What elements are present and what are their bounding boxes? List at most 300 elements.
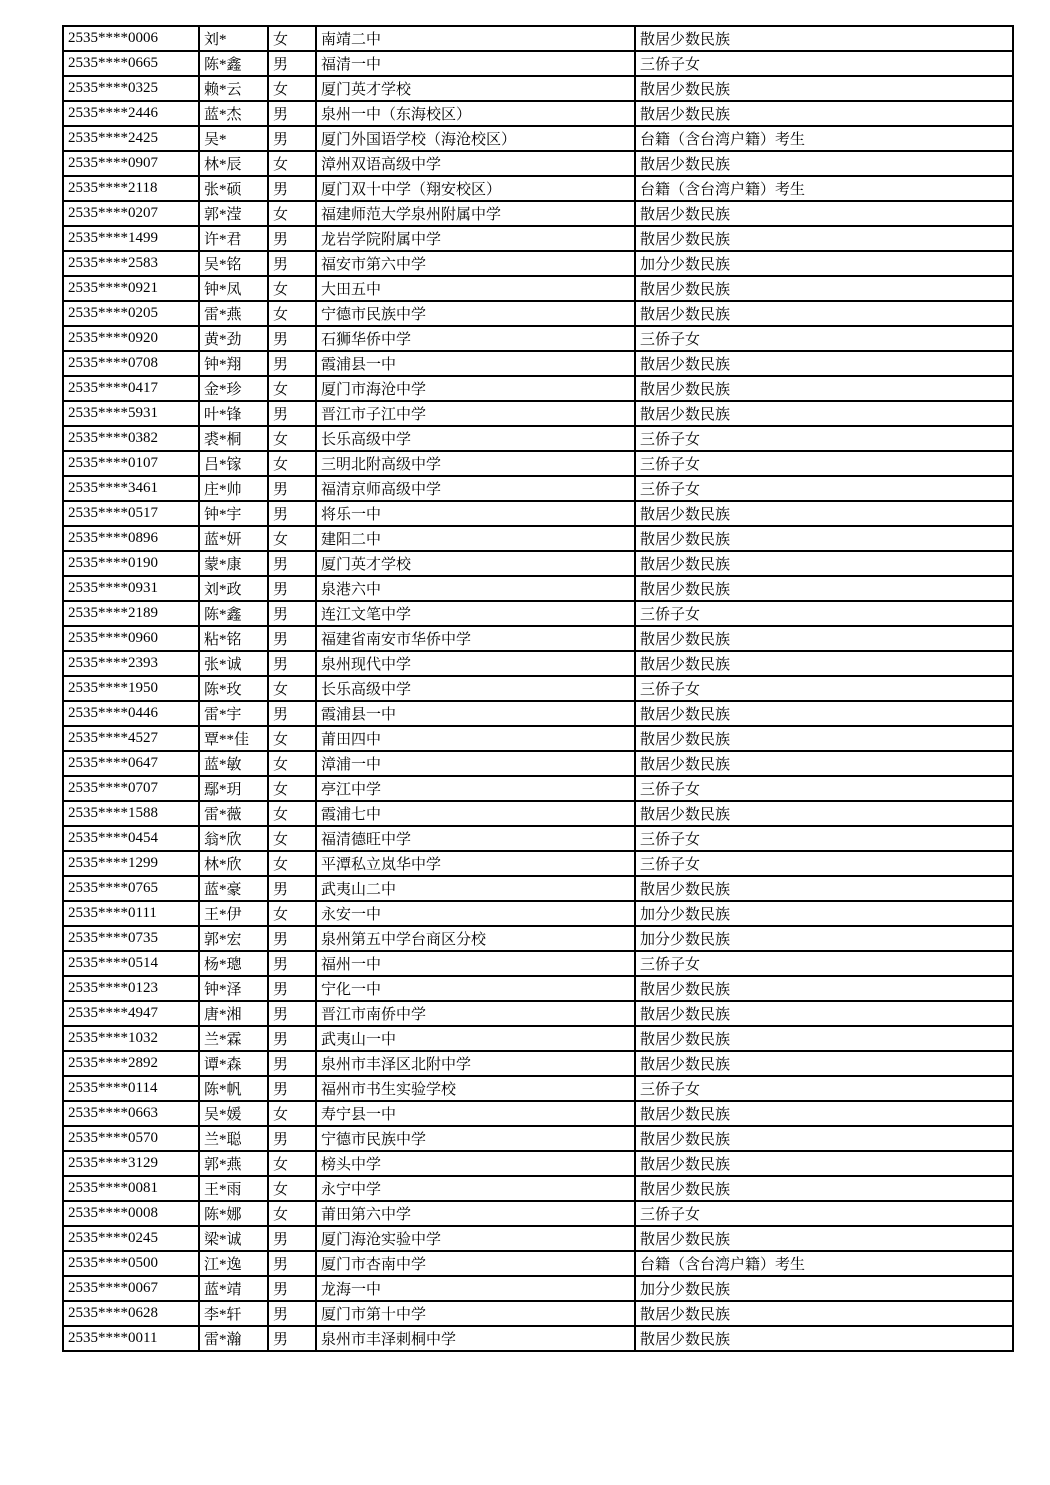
candidate-name-cell: 庄*帅 [199,476,268,501]
gender-cell: 男 [268,126,316,151]
category-cell: 加分少数民族 [635,901,1013,926]
gender-cell: 男 [268,1076,316,1101]
table-row [63,776,1013,801]
candidate-id-cell: 2535****4527 [63,726,199,751]
table-row [63,51,1013,76]
category-cell: 散居少数民族 [635,1101,1013,1126]
school-cell: 福清一中 [316,51,635,76]
category-cell: 散居少数民族 [635,701,1013,726]
category-cell: 散居少数民族 [635,1026,1013,1051]
candidate-id-cell: 2535****0446 [63,701,199,726]
candidate-name-cell: 杨*璁 [199,951,268,976]
candidate-name-cell: 吴*铭 [199,251,268,276]
category-cell: 散居少数民族 [635,501,1013,526]
candidate-name-cell: 赖*云 [199,76,268,101]
school-cell: 泉州一中（东海校区） [316,101,635,126]
candidate-id-cell: 2535****0735 [63,926,199,951]
gender-cell: 男 [268,476,316,501]
school-cell: 泉州市丰泽刺桐中学 [316,1326,635,1351]
candidate-name-cell: 黄*劲 [199,326,268,351]
school-cell: 福州一中 [316,951,635,976]
candidate-id-cell: 2535****0647 [63,751,199,776]
gender-cell: 女 [268,851,316,876]
candidate-id-cell: 2535****0707 [63,776,199,801]
category-cell: 散居少数民族 [635,376,1013,401]
table-row [63,951,1013,976]
candidate-id-cell: 2535****0207 [63,201,199,226]
candidate-name-cell: 粘*铭 [199,626,268,651]
candidate-name-cell: 雷*燕 [199,301,268,326]
table-row [63,226,1013,251]
category-cell: 散居少数民族 [635,201,1013,226]
school-cell: 福建省南安市华侨中学 [316,626,635,651]
candidate-name-cell: 兰*聪 [199,1126,268,1151]
school-cell: 南靖二中 [316,26,635,51]
school-cell: 泉州第五中学台商区分校 [316,926,635,951]
candidate-name-cell: 金*珍 [199,376,268,401]
candidate-id-cell: 2535****0514 [63,951,199,976]
gender-cell: 男 [268,501,316,526]
candidate-id-cell: 2535****0960 [63,626,199,651]
table-row [63,801,1013,826]
category-cell: 散居少数民族 [635,876,1013,901]
gender-cell: 女 [268,76,316,101]
candidate-name-cell: 钟*翔 [199,351,268,376]
candidate-name-cell: 裘*桐 [199,426,268,451]
candidate-name-cell: 陈*鑫 [199,51,268,76]
candidate-id-cell: 2535****0245 [63,1226,199,1251]
gender-cell: 男 [268,601,316,626]
candidate-name-cell: 王*雨 [199,1176,268,1201]
candidate-name-cell: 蓝*靖 [199,1276,268,1301]
table-row [63,601,1013,626]
candidate-name-cell: 陈*鑫 [199,601,268,626]
candidate-name-cell: 雷*瀚 [199,1326,268,1351]
candidate-id-cell: 2535****4947 [63,1001,199,1026]
category-cell: 散居少数民族 [635,751,1013,776]
candidate-name-cell: 吴* [199,126,268,151]
school-cell: 莆田四中 [316,726,635,751]
gender-cell: 男 [268,926,316,951]
category-cell: 台籍（含台湾户籍）考生 [635,1251,1013,1276]
candidate-name-cell: 钟*宇 [199,501,268,526]
gender-cell: 男 [268,351,316,376]
category-cell: 三侨子女 [635,326,1013,351]
gender-cell: 男 [268,1051,316,1076]
table-row [63,751,1013,776]
candidate-name-cell: 钟*泽 [199,976,268,1001]
table-row [63,926,1013,951]
candidate-id-cell: 2535****2583 [63,251,199,276]
category-cell: 散居少数民族 [635,976,1013,1001]
school-cell: 莆田第六中学 [316,1201,635,1226]
candidate-id-cell: 2535****0008 [63,1201,199,1226]
category-cell: 三侨子女 [635,476,1013,501]
school-cell: 厦门海沧实验中学 [316,1226,635,1251]
candidate-name-cell: 陈*帆 [199,1076,268,1101]
table-row [63,851,1013,876]
candidate-name-cell: 郭*燕 [199,1151,268,1176]
gender-cell: 男 [268,226,316,251]
gender-cell: 男 [268,876,316,901]
candidate-name-cell: 张*硕 [199,176,268,201]
gender-cell: 男 [268,1226,316,1251]
candidate-name-cell: 蒙*康 [199,551,268,576]
gender-cell: 女 [268,1151,316,1176]
candidate-name-cell: 刘*政 [199,576,268,601]
candidate-id-cell: 2535****0081 [63,1176,199,1201]
candidate-id-cell: 2535****0111 [63,901,199,926]
candidate-name-cell: 雷*薇 [199,801,268,826]
gender-cell: 男 [268,576,316,601]
school-cell: 永宁中学 [316,1176,635,1201]
school-cell: 泉港六中 [316,576,635,601]
candidate-name-cell: 叶*锋 [199,401,268,426]
school-cell: 厦门外国语学校（海沧校区） [316,126,635,151]
candidate-name-cell: 张*诚 [199,651,268,676]
candidate-id-cell: 2535****2118 [63,176,199,201]
candidate-name-cell: 雷*宇 [199,701,268,726]
candidate-name-cell: 李*轩 [199,1301,268,1326]
candidate-name-cell: 唐*湘 [199,1001,268,1026]
table-row [63,1151,1013,1176]
school-cell: 霞浦县一中 [316,351,635,376]
table-row [63,1301,1013,1326]
category-cell: 三侨子女 [635,601,1013,626]
category-cell: 散居少数民族 [635,151,1013,176]
candidate-id-cell: 2535****0896 [63,526,199,551]
category-cell: 散居少数民族 [635,1001,1013,1026]
candidate-id-cell: 2535****5931 [63,401,199,426]
candidate-id-cell: 2535****3461 [63,476,199,501]
category-cell: 加分少数民族 [635,251,1013,276]
candidate-id-cell: 2535****0907 [63,151,199,176]
candidate-name-cell: 鄢*玥 [199,776,268,801]
school-cell: 长乐高级中学 [316,426,635,451]
gender-cell: 女 [268,426,316,451]
table-row [63,1001,1013,1026]
category-cell: 散居少数民族 [635,1151,1013,1176]
table-row [63,326,1013,351]
table-row [63,501,1013,526]
gender-cell: 男 [268,176,316,201]
candidate-name-cell: 江*逸 [199,1251,268,1276]
table-row [63,426,1013,451]
gender-cell: 男 [268,951,316,976]
school-cell: 福州市书生实验学校 [316,1076,635,1101]
table-row [63,451,1013,476]
gender-cell: 男 [268,251,316,276]
school-cell: 福建师范大学泉州附属中学 [316,201,635,226]
candidate-id-cell: 2535****0454 [63,826,199,851]
school-cell: 晋江市子江中学 [316,401,635,426]
category-cell: 散居少数民族 [635,801,1013,826]
gender-cell: 男 [268,701,316,726]
category-cell: 散居少数民族 [635,576,1013,601]
table-row [63,1026,1013,1051]
candidate-id-cell: 2535****3129 [63,1151,199,1176]
table-row [63,576,1013,601]
category-cell: 三侨子女 [635,676,1013,701]
school-cell: 霞浦县一中 [316,701,635,726]
gender-cell: 女 [268,776,316,801]
school-cell: 厦门市第十中学 [316,1301,635,1326]
table-row [63,301,1013,326]
table-row [63,276,1013,301]
candidate-id-cell: 2535****0011 [63,1326,199,1351]
gender-cell: 女 [268,1101,316,1126]
category-cell: 散居少数民族 [635,626,1013,651]
gender-cell: 女 [268,201,316,226]
category-cell: 散居少数民族 [635,401,1013,426]
candidate-id-cell: 2535****0190 [63,551,199,576]
school-cell: 武夷山一中 [316,1026,635,1051]
candidate-name-cell: 梁*诚 [199,1226,268,1251]
table-row [63,476,1013,501]
gender-cell: 男 [268,326,316,351]
gender-cell: 男 [268,976,316,1001]
table-row [63,1276,1013,1301]
school-cell: 大田五中 [316,276,635,301]
school-cell: 三明北附高级中学 [316,451,635,476]
category-cell: 散居少数民族 [635,351,1013,376]
category-cell: 散居少数民族 [635,1051,1013,1076]
school-cell: 连江文笔中学 [316,601,635,626]
school-cell: 泉州市丰泽区北附中学 [316,1051,635,1076]
school-cell: 厦门英才学校 [316,76,635,101]
candidate-id-cell: 2535****1032 [63,1026,199,1051]
school-cell: 漳浦一中 [316,751,635,776]
category-cell: 散居少数民族 [635,526,1013,551]
school-cell: 石狮华侨中学 [316,326,635,351]
category-cell: 散居少数民族 [635,1126,1013,1151]
gender-cell: 男 [268,1276,316,1301]
candidate-name-cell: 吕*镓 [199,451,268,476]
table-row [63,676,1013,701]
candidate-id-cell: 2535****0123 [63,976,199,1001]
category-cell: 三侨子女 [635,851,1013,876]
candidate-id-cell: 2535****0517 [63,501,199,526]
school-cell: 厦门市海沧中学 [316,376,635,401]
candidate-name-cell: 兰*霖 [199,1026,268,1051]
gender-cell: 男 [268,1126,316,1151]
gender-cell: 男 [268,651,316,676]
candidate-id-cell: 2535****0325 [63,76,199,101]
category-cell: 三侨子女 [635,951,1013,976]
school-cell: 漳州双语高级中学 [316,151,635,176]
candidate-name-cell: 蓝*杰 [199,101,268,126]
category-cell: 散居少数民族 [635,1226,1013,1251]
candidate-id-cell: 2535****1499 [63,226,199,251]
table-row [63,376,1013,401]
candidate-name-cell: 陈*娜 [199,1201,268,1226]
school-cell: 武夷山二中 [316,876,635,901]
gender-cell: 男 [268,401,316,426]
school-cell: 亭江中学 [316,776,635,801]
table-row [63,1126,1013,1151]
table-row [63,701,1013,726]
gender-cell: 男 [268,101,316,126]
gender-cell: 女 [268,526,316,551]
category-cell: 散居少数民族 [635,551,1013,576]
school-cell: 建阳二中 [316,526,635,551]
candidate-id-cell: 2535****2425 [63,126,199,151]
gender-cell: 女 [268,276,316,301]
category-cell: 三侨子女 [635,1201,1013,1226]
gender-cell: 女 [268,751,316,776]
candidate-id-cell: 2535****0628 [63,1301,199,1326]
school-cell: 厦门市杏南中学 [316,1251,635,1276]
candidate-name-cell: 蓝*豪 [199,876,268,901]
school-cell: 宁化一中 [316,976,635,1001]
school-cell: 宁德市民族中学 [316,1126,635,1151]
table-row [63,176,1013,201]
candidate-name-cell: 覃**佳 [199,726,268,751]
table-row [63,551,1013,576]
gender-cell: 男 [268,51,316,76]
candidate-id-cell: 2535****0205 [63,301,199,326]
table-row [63,201,1013,226]
candidate-id-cell: 2535****0067 [63,1276,199,1301]
gender-cell: 男 [268,626,316,651]
candidate-id-cell: 2535****0006 [63,26,199,51]
category-cell: 三侨子女 [635,776,1013,801]
school-cell: 霞浦七中 [316,801,635,826]
candidate-name-cell: 林*辰 [199,151,268,176]
table-row [63,901,1013,926]
candidate-id-cell: 2535****0665 [63,51,199,76]
category-cell: 加分少数民族 [635,1276,1013,1301]
table-row [63,401,1013,426]
category-cell: 加分少数民族 [635,926,1013,951]
candidate-id-cell: 2535****1950 [63,676,199,701]
table-row [63,726,1013,751]
candidate-id-cell: 2535****0663 [63,1101,199,1126]
candidate-id-cell: 2535****0708 [63,351,199,376]
table-row [63,526,1013,551]
gender-cell: 男 [268,1326,316,1351]
table-row [63,76,1013,101]
table-row [63,1226,1013,1251]
candidate-name-cell: 钟*凤 [199,276,268,301]
candidate-name-cell: 林*欣 [199,851,268,876]
candidate-id-cell: 2535****2393 [63,651,199,676]
table-row [63,1101,1013,1126]
candidate-id-cell: 2535****0931 [63,576,199,601]
table-row [63,1326,1013,1351]
school-cell: 永安一中 [316,901,635,926]
school-cell: 厦门双十中学（翔安校区） [316,176,635,201]
candidate-id-cell: 2535****2446 [63,101,199,126]
category-cell: 三侨子女 [635,451,1013,476]
table-row [63,1201,1013,1226]
table-row [63,26,1013,51]
candidate-name-cell: 郭*宏 [199,926,268,951]
school-cell: 平潭私立岚华中学 [316,851,635,876]
school-cell: 宁德市民族中学 [316,301,635,326]
table-row [63,826,1013,851]
table-row [63,1076,1013,1101]
gender-cell: 男 [268,1001,316,1026]
candidate-id-cell: 2535****1299 [63,851,199,876]
gender-cell: 男 [268,1301,316,1326]
table-row [63,1051,1013,1076]
candidate-id-cell: 2535****0382 [63,426,199,451]
candidate-id-cell: 2535****0921 [63,276,199,301]
gender-cell: 女 [268,301,316,326]
table-row [63,351,1013,376]
school-cell: 福清德旺中学 [316,826,635,851]
school-cell: 长乐高级中学 [316,676,635,701]
gender-cell: 女 [268,26,316,51]
candidate-name-cell: 翁*欣 [199,826,268,851]
candidate-id-cell: 2535****0107 [63,451,199,476]
category-cell: 散居少数民族 [635,651,1013,676]
candidate-id-cell: 2535****1588 [63,801,199,826]
school-cell: 龙海一中 [316,1276,635,1301]
school-cell: 晋江市南侨中学 [316,1001,635,1026]
candidate-name-cell: 吴*媛 [199,1101,268,1126]
candidate-name-cell: 蓝*敏 [199,751,268,776]
category-cell: 散居少数民族 [635,276,1013,301]
candidate-id-cell: 2535****0920 [63,326,199,351]
gender-cell: 男 [268,1251,316,1276]
category-cell: 散居少数民族 [635,1176,1013,1201]
candidate-id-cell: 2535****0500 [63,1251,199,1276]
gender-cell: 女 [268,1201,316,1226]
table-row [63,976,1013,1001]
candidate-name-cell: 蓝*妍 [199,526,268,551]
candidate-id-cell: 2535****2892 [63,1051,199,1076]
candidate-name-cell: 许*君 [199,226,268,251]
table-row [63,876,1013,901]
category-cell: 台籍（含台湾户籍）考生 [635,176,1013,201]
table-row [63,1251,1013,1276]
candidate-id-cell: 2535****0417 [63,376,199,401]
table-row [63,626,1013,651]
school-cell: 龙岩学院附属中学 [316,226,635,251]
school-cell: 将乐一中 [316,501,635,526]
gender-cell: 女 [268,801,316,826]
category-cell: 三侨子女 [635,826,1013,851]
candidate-name-cell: 郭*滢 [199,201,268,226]
candidate-name-cell: 王*伊 [199,901,268,926]
table-row [63,151,1013,176]
school-cell: 厦门英才学校 [316,551,635,576]
gender-cell: 女 [268,676,316,701]
gender-cell: 女 [268,451,316,476]
category-cell: 散居少数民族 [635,301,1013,326]
table-row [63,101,1013,126]
category-cell: 散居少数民族 [635,1301,1013,1326]
category-cell: 散居少数民族 [635,226,1013,251]
candidate-id-cell: 2535****0570 [63,1126,199,1151]
school-cell: 寿宁县一中 [316,1101,635,1126]
school-cell: 泉州现代中学 [316,651,635,676]
category-cell: 三侨子女 [635,51,1013,76]
table-row [63,126,1013,151]
candidate-table-body [63,26,1013,1351]
category-cell: 散居少数民族 [635,101,1013,126]
category-cell: 三侨子女 [635,1076,1013,1101]
gender-cell: 女 [268,826,316,851]
gender-cell: 男 [268,1026,316,1051]
candidate-id-cell: 2535****0765 [63,876,199,901]
gender-cell: 女 [268,376,316,401]
candidate-id-cell: 2535****2189 [63,601,199,626]
candidate-id-cell: 2535****0114 [63,1076,199,1101]
category-cell: 散居少数民族 [635,1326,1013,1351]
